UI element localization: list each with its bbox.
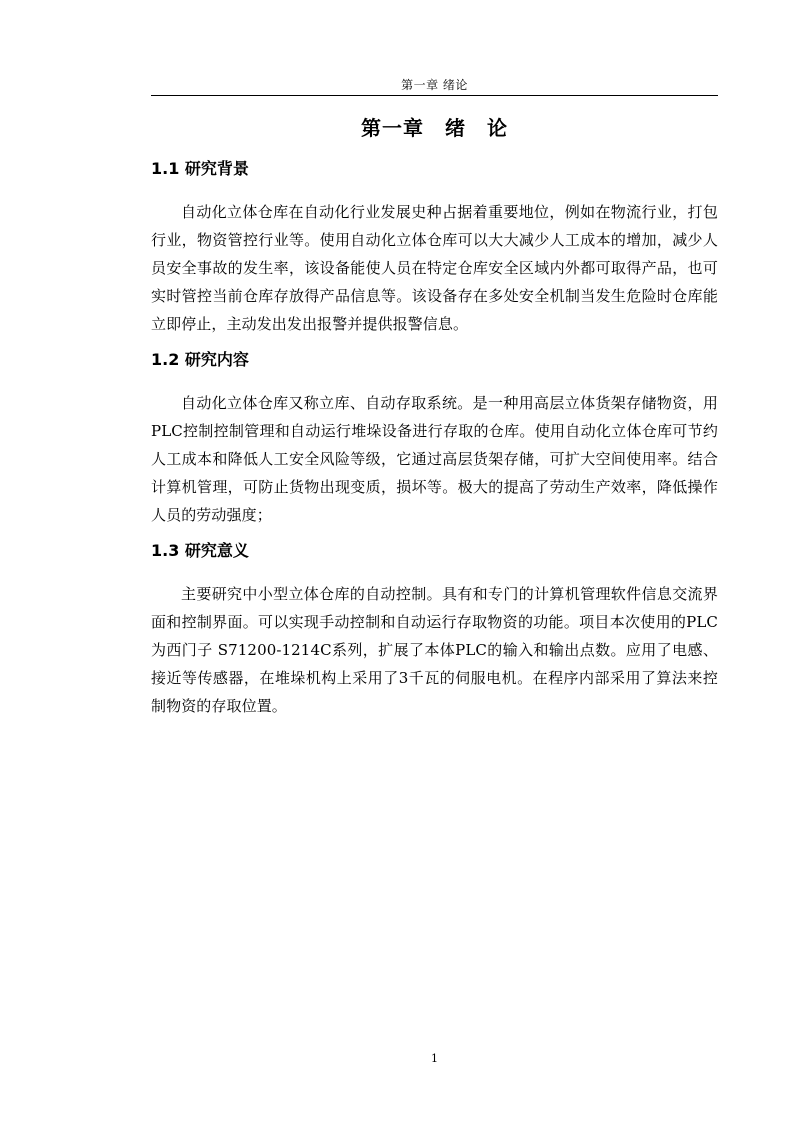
section-research-background	[151, 158, 718, 338]
section-paragraph: 自动化立体仓库在自动化行业发展史种占据着重要地位，例如在物流行业，打包行业，物资管控行业等。使用自动化立体仓库可以大大减少人工成本的增加，减少人员安全事故的发生率，该设备能使人员在特定仓库安全区域内外都可取得产品，也可实时管控当前仓库存放得产品信息等。该设备存在多处安全机制当发生危险时仓库能立即停止，主动发出发出报警并提供报警信息。	[151, 203, 718, 333]
section-paragraph: 主要研究中小型立体仓库的自动控制。具有和专门的计算机管理软件信息交流界面和控制界面。可以实现手动控制和自动运行存取物资的功能。项目本次使用的PLC为西门子 S71200-1214C系列，扩展了本体PLC的输入和输出点数。应用了电感、接近等传感器，在堆垛机构上采用了3千瓦的伺服电机。在程序内部采用了算法来控制物资的存取位置。	[151, 585, 718, 715]
section-research-content	[151, 349, 718, 529]
section-heading: 1.2 研究内容	[151, 350, 249, 369]
running-header: 第一章 绪论	[401, 78, 468, 92]
section-heading: 1.3 研究意义	[151, 541, 249, 560]
section-heading: 1.1 研究背景	[151, 159, 249, 178]
section-paragraph: 自动化立体仓库又称立库、自动存取系统。是一种用高层立体货架存储物资，用PLC控制控制管理和自动运行堆垛设备进行存取的仓库。使用自动化立体仓库可节约人工成本和降低人工安全风险等级，它通过高层货架存储，可扩大空间使用率。结合计算机管理，可防止货物出现变质，损坏等。极大的提高了劳动生产效率，降低操作人员的劳动强度；	[151, 394, 718, 524]
header-divider	[151, 95, 718, 96]
section-research-significance	[151, 540, 718, 720]
page-number: 1	[431, 1052, 438, 1065]
chapter-title: 第一章 绪 论	[361, 116, 508, 140]
